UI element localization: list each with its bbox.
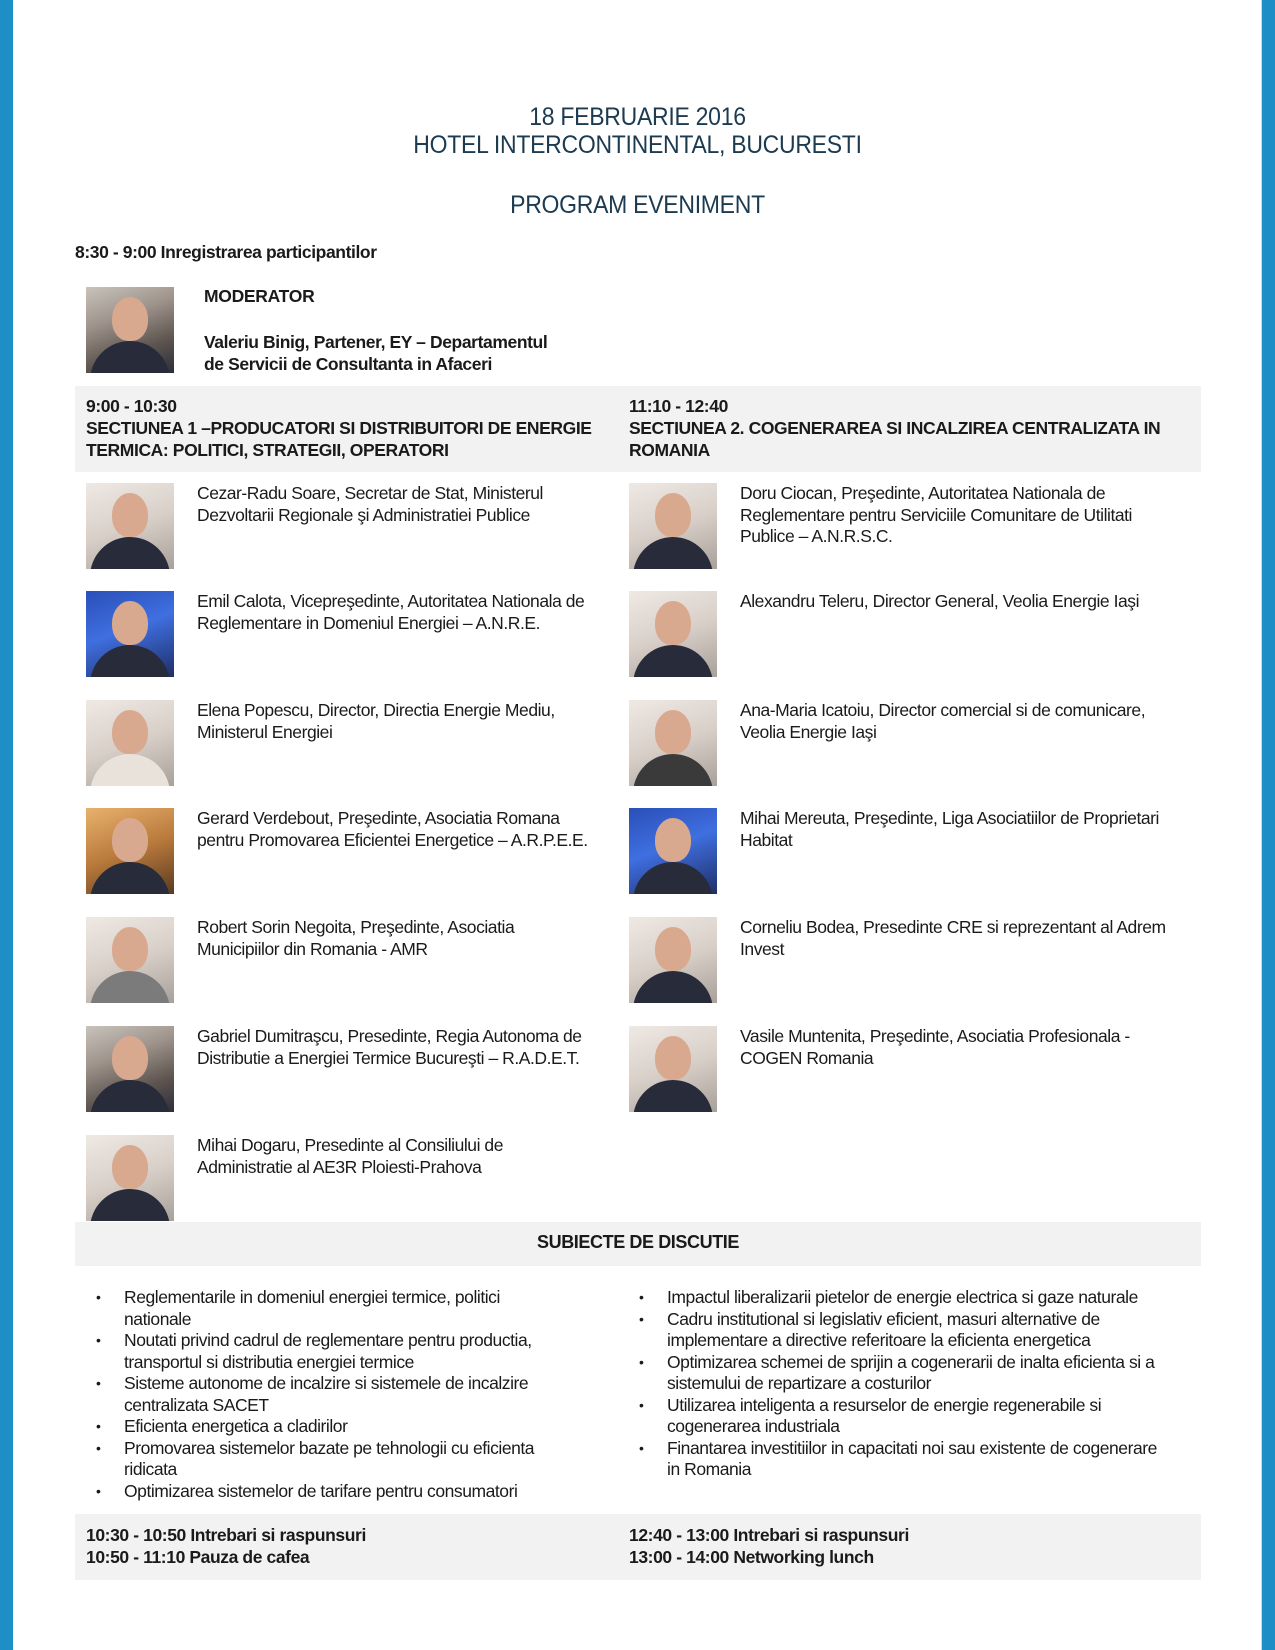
speaker-line: Habitat <box>740 829 793 850</box>
speaker-info <box>740 1026 1190 1069</box>
speaker-line: Corneliu Bodea, Presedinte CRE si reprezentant al Adrem <box>740 917 1166 937</box>
speaker-photo <box>629 483 717 569</box>
speaker-line: Mihai Dogaru, Presedinte al Consiliului de <box>197 1135 503 1155</box>
section1-title <box>86 417 616 461</box>
list-item: • Eficienta energetica a cladirilor <box>86 1416 556 1438</box>
footer-schedule-item: 12:40 - 13:00 Intrebari si raspunsuri <box>629 1525 909 1545</box>
speaker-line: Doru Ciocan, Preşedinte, Autoritatea Nationala de <box>740 483 1106 503</box>
speaker-line: Cezar-Radu Soare, Secretar de Stat, Ministerul <box>197 483 543 503</box>
list-item: • Impactul liberalizarii pietelor de energie electrica si gaze naturale <box>629 1287 1189 1309</box>
moderator-name <box>204 331 604 375</box>
list-item: • Noutati privind cadrul de reglementare pentru productia, transportul si distributia energiei termice <box>86 1330 556 1373</box>
section2-time: 11:10 - 12:40 <box>629 396 728 416</box>
speaker-photo <box>629 700 717 786</box>
event-venue: HOTEL INTERCONTINENTAL, BUCURESTI <box>413 131 862 159</box>
event-date: 18 FEBRUARIE 2016 <box>529 103 746 131</box>
speaker-line: Reglementare pentru Serviciile Comunitare de Utilitati <box>740 504 1133 525</box>
speaker-photo <box>86 483 174 569</box>
list-item: • Optimizarea sistemelor de tarifare pentru consumatori <box>86 1481 556 1503</box>
moderator-label: MODERATOR <box>204 286 315 306</box>
speaker-line: Ministerul Energiei <box>197 721 333 742</box>
speaker-info <box>740 700 1190 743</box>
moderator-name-line: de Servicii de Consultanta in Afaceri <box>204 354 492 374</box>
moderator-photo <box>86 287 174 373</box>
footer-schedule-item: 13:00 - 14:00 Networking lunch <box>629 1547 874 1567</box>
speaker-info <box>740 917 1190 960</box>
speaker-line: Veolia Energie Iaşi <box>740 721 877 742</box>
section1-title-line: SECTIUNEA 1 –PRODUCATORI SI DISTRIBUITORI DE ENERGIE <box>86 418 592 438</box>
speaker-photo <box>629 808 717 894</box>
speaker-line: Invest <box>740 938 784 959</box>
speaker-line: Elena Popescu, Director, Directia Energie Mediu, <box>197 700 555 720</box>
speaker-line: Gabriel Dumitraşcu, Presedinte, Regia Autonoma de <box>197 1026 582 1046</box>
topics-list-right <box>629 1287 1189 1481</box>
speaker-line: Mihai Mereuta, Preşedinte, Liga Asociatiilor de Proprietari <box>740 808 1159 828</box>
topics-title: SUBIECTE DE DISCUTIE <box>536 1232 740 1252</box>
list-item: • Optimizarea schemei de sprijin a cogenerarii de inalta eficienta si a sistemului de repartizare a costurilor <box>629 1352 1189 1395</box>
speaker-info <box>197 483 637 526</box>
speaker-info <box>197 591 637 634</box>
moderator-name-line: Valeriu Binig, Partener, EY – Departamentul <box>204 332 548 352</box>
speaker-photo <box>86 700 174 786</box>
list-item: • Cadru institutional si legislativ eficient, masuri alternative de implementare a directive referitoare la eficienta energetica <box>629 1309 1189 1352</box>
speaker-line: Gerard Verdebout, Preşedinte, Asociatia Romana <box>197 808 560 828</box>
speaker-line: Municipiilor din Romania - AMR <box>197 938 428 959</box>
list-item: • Finantarea investitiilor in capacitati noi sau existente de cogenerare in Romania <box>629 1438 1189 1481</box>
section2-title <box>629 417 1189 461</box>
speaker-info <box>740 591 1190 613</box>
speaker-line: Vasile Muntenita, Preşedinte, Asociatia Profesionala - <box>740 1026 1130 1046</box>
speaker-photo <box>629 591 717 677</box>
list-item: • Reglementarile in domeniul energiei termice, politici nationale <box>86 1287 556 1330</box>
speaker-info <box>197 700 637 743</box>
speaker-photo <box>86 591 174 677</box>
topics-list-left <box>86 1287 556 1502</box>
section1-time: 9:00 - 10:30 <box>86 396 177 416</box>
section2-title-line: ROMANIA <box>629 440 710 460</box>
list-item: • Utilizarea inteligenta a resurselor de energie regenerabile si cogenerarea industriala <box>629 1395 1189 1438</box>
section1-title-line: TERMICA: POLITICI, STRATEGII, OPERATORI <box>86 440 449 460</box>
speaker-photo <box>629 917 717 1003</box>
speaker-photo <box>86 917 174 1003</box>
list-item: • Promovarea sistemelor bazate pe tehnologii cu eficienta ridicata <box>86 1438 556 1481</box>
speaker-line: Distributie a Energiei Termice Bucureşti – R.A.D.E.T. <box>197 1047 580 1068</box>
list-item: • Sisteme autonome de incalzire si sistemele de incalzire centralizata SACET <box>86 1373 556 1416</box>
speaker-photo <box>86 1026 174 1112</box>
speaker-line: Administratie al AE3R Ploiesti-Prahova <box>197 1156 482 1177</box>
speaker-photo <box>86 808 174 894</box>
speaker-line: COGEN Romania <box>740 1047 874 1068</box>
speaker-line: Reglementare in Domeniul Energiei – A.N.R.E. <box>197 612 541 633</box>
section2-title-line: SECTIUNEA 2. COGENERAREA SI INCALZIREA CENTRALIZATA IN <box>629 418 1161 438</box>
speaker-line: Publice – A.N.R.S.C. <box>740 526 893 546</box>
speaker-photo <box>86 1135 174 1221</box>
speaker-line: Alexandru Teleru, Director General, Veolia Energie Iaşi <box>740 591 1140 611</box>
speaker-photo <box>629 1026 717 1112</box>
speaker-line: Dezvoltarii Regionale şi Administratiei Publice <box>197 504 530 525</box>
program-title: PROGRAM EVENIMENT <box>510 191 765 219</box>
speaker-line: Robert Sorin Negoita, Preşedinte, Asociatia <box>197 917 515 937</box>
speaker-info <box>197 808 617 851</box>
speaker-info <box>740 808 1190 851</box>
speaker-info <box>740 483 1190 548</box>
page-border-left <box>0 0 13 1650</box>
speaker-line: Emil Calota, Vicepreşedinte, Autoritatea Nationala de <box>197 591 585 611</box>
speaker-info <box>197 1026 617 1069</box>
footer-schedule-item: 10:50 - 11:10 Pauza de cafea <box>86 1547 310 1567</box>
speaker-line: Ana-Maria Icatoiu, Director comercial si de comunicare, <box>740 700 1146 720</box>
speaker-info <box>197 1135 637 1178</box>
speaker-line: pentru Promovarea Eficientei Energetice – A.R.P.E.E. <box>197 829 588 850</box>
registration-time: 8:30 - 9:00 Inregistrarea participantilor <box>75 242 377 262</box>
speaker-info <box>197 917 637 960</box>
page-border-right <box>1262 0 1275 1650</box>
footer-schedule-item: 10:30 - 10:50 Intrebari si raspunsuri <box>86 1525 366 1545</box>
